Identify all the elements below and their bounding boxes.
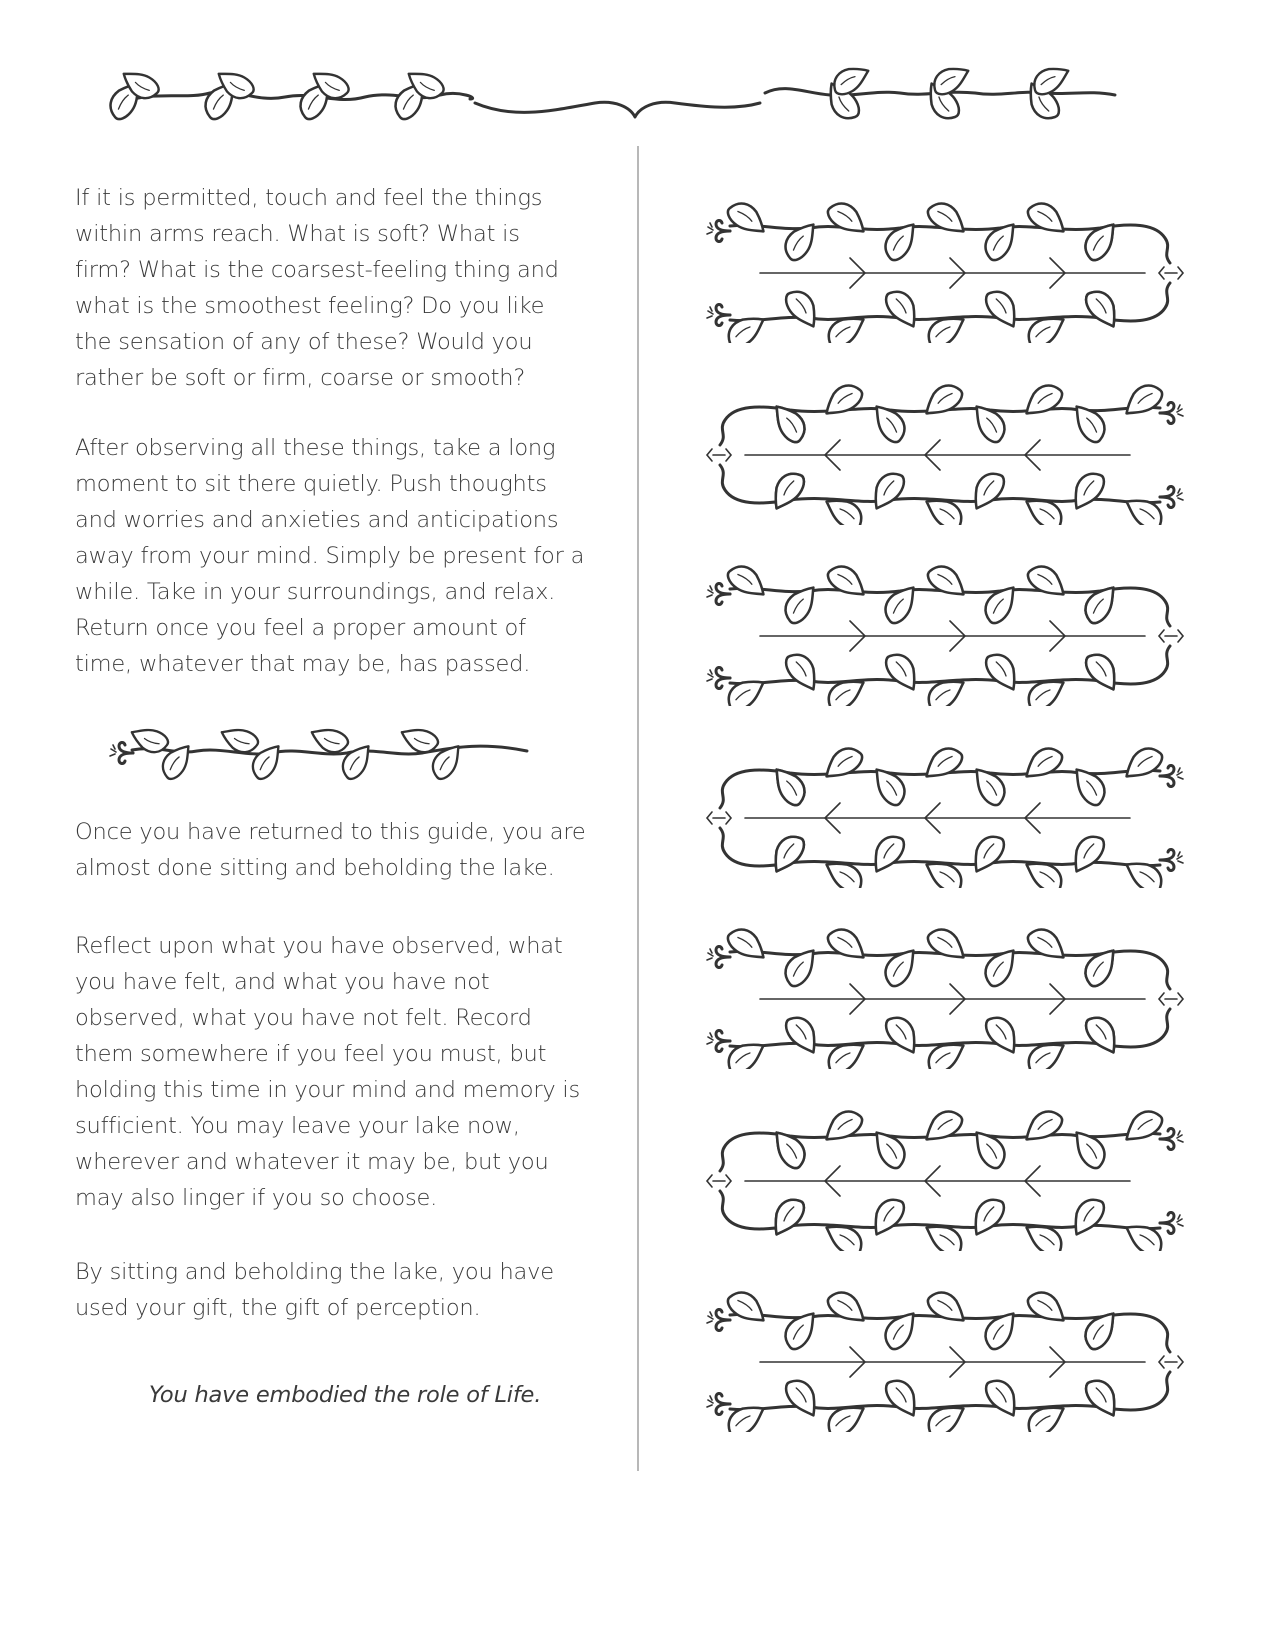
leaf-icon <box>966 830 1009 877</box>
leaf-icon <box>1119 742 1166 785</box>
leaf-icon <box>768 762 811 809</box>
leaf-icon <box>968 399 1011 446</box>
leaf-icon <box>981 1011 1024 1058</box>
leaf-icon <box>979 1306 1022 1353</box>
vine-panel-5 <box>700 909 1190 1069</box>
vine-panel-3 <box>700 546 1190 706</box>
leaf-icon <box>1081 1374 1124 1421</box>
paragraph-reflect: Reflect upon what you have observed, what you have felt, and what you have not observed, what you have not felt. Record them somewhere if you feel you must, but holding this time in your mind and memory is sufficient. You may leave your lake now, wherever and whatever it may be, but you may also linger if you so choose. <box>75 933 581 1211</box>
header-vine-ornament <box>95 55 1180 145</box>
leaf-icon <box>1022 309 1069 343</box>
curl-icon <box>707 304 730 325</box>
leaf-icon <box>724 197 771 240</box>
curl-icon <box>707 1030 730 1051</box>
leaf-icon <box>968 1125 1011 1172</box>
leaf-icon <box>766 830 809 877</box>
leaf-icon <box>866 467 909 514</box>
leaf-icon <box>922 1398 969 1432</box>
curl-icon <box>1160 765 1183 786</box>
bracket-ornament-icon <box>1159 993 1183 1005</box>
leaf-icon <box>1066 467 1109 514</box>
leaf-icon <box>981 285 1024 332</box>
leaf-icon <box>824 923 871 966</box>
leaf-icon <box>1081 1011 1124 1058</box>
leaf-icon <box>1024 923 1071 966</box>
curl-icon <box>707 1393 730 1414</box>
vine-panel-6 <box>700 1091 1190 1251</box>
leaf-icon <box>1066 1193 1109 1240</box>
bracket-ornament-icon <box>707 812 731 824</box>
leaf-icon <box>724 923 771 966</box>
paragraph-return: Once you have returned to this guide, you are almost done sitting and beholding the lake. <box>75 819 586 881</box>
leaf-icon <box>881 648 924 695</box>
leaf-icon <box>766 467 809 514</box>
leaf-icon <box>1079 943 1122 990</box>
leaf-icon <box>879 943 922 990</box>
curl-icon <box>1160 1212 1183 1233</box>
leaf-icon <box>922 309 969 343</box>
leaf-icon <box>1019 379 1066 422</box>
curl-icon <box>707 946 730 967</box>
leaf-icon <box>919 1105 966 1148</box>
leaf-icon <box>921 853 968 887</box>
leaf-icon <box>979 580 1022 627</box>
leaf-icon <box>868 399 911 446</box>
leaf-icon <box>881 285 924 332</box>
curl-icon <box>1160 1128 1183 1149</box>
leaf-icon <box>781 285 824 332</box>
leaf-icon <box>922 672 969 706</box>
paragraph-gift: By sitting and beholding the lake, you have used your gift, the gift of perception. <box>75 1259 554 1321</box>
leaf-icon <box>1079 217 1122 264</box>
bracket-ornament-icon <box>1159 1356 1183 1368</box>
vine-divider-ornament <box>97 715 557 795</box>
leaf-icon <box>821 490 868 524</box>
leaf-icon <box>1022 672 1069 706</box>
column-divider <box>637 146 639 1471</box>
bracket-ornament-icon <box>1159 630 1183 642</box>
bracket-ornament-icon <box>707 449 731 461</box>
leaf-icon <box>779 580 822 627</box>
leaf-icon <box>966 1193 1009 1240</box>
leaf-icon <box>921 490 968 524</box>
leaf-icon <box>821 853 868 887</box>
leaf-icon <box>981 648 1024 695</box>
leaf-icon <box>724 560 771 603</box>
leaf-icon <box>781 648 824 695</box>
curl-icon <box>707 583 730 604</box>
leaf-icon <box>821 1216 868 1250</box>
leaf-icon <box>1021 490 1068 524</box>
leaf-icon <box>981 1374 1024 1421</box>
leaf-icon <box>1021 853 1068 887</box>
vine-panel-2 <box>700 365 1190 525</box>
leaf-icon <box>879 1306 922 1353</box>
leaf-icon <box>868 762 911 809</box>
leaf-icon <box>824 197 871 240</box>
leaf-icon <box>822 672 869 706</box>
leaf-icon <box>824 560 871 603</box>
curl-icon <box>707 667 730 688</box>
leaf-icon <box>1081 285 1124 332</box>
curl-icon <box>707 1309 730 1330</box>
curl-icon <box>110 742 133 763</box>
leaf-icon <box>822 309 869 343</box>
leaf-icon <box>968 762 1011 809</box>
leaf-icon <box>128 723 171 756</box>
leaf-icon <box>922 1035 969 1069</box>
leaf-icon <box>879 217 922 264</box>
leaf-icon <box>768 1125 811 1172</box>
vine-panel-7 <box>700 1272 1190 1432</box>
bracket-ornament-icon <box>707 1175 731 1187</box>
leaf-icon <box>779 943 822 990</box>
leaf-icon <box>1019 742 1066 785</box>
leaf-icon <box>779 1306 822 1353</box>
leaf-icon <box>1024 560 1071 603</box>
leaf-icon <box>819 1105 866 1148</box>
leaf-icon <box>1019 1105 1066 1148</box>
leaf-icon <box>868 1125 911 1172</box>
leaf-icon <box>919 379 966 422</box>
leaf-icon <box>766 1193 809 1240</box>
leaf-icon <box>822 1398 869 1432</box>
leaf-icon <box>979 943 1022 990</box>
leaf-icon <box>1081 648 1124 695</box>
leaf-icon <box>924 1286 971 1329</box>
leaf-icon <box>1066 830 1109 877</box>
leaf-icon <box>979 217 1022 264</box>
leaf-icon <box>866 1193 909 1240</box>
leaf-icon <box>879 580 922 627</box>
leaf-icon <box>1022 1035 1069 1069</box>
leaf-icon <box>724 1286 771 1329</box>
leaf-icon <box>1021 1216 1068 1250</box>
leaf-icon <box>1079 580 1122 627</box>
leaf-icon <box>781 1011 824 1058</box>
leaf-icon <box>1119 379 1166 422</box>
leaf-icon <box>966 467 1009 514</box>
leaf-icon <box>768 399 811 446</box>
closing-line: You have embodied the role of Life. <box>148 1382 542 1408</box>
leaf-icon <box>819 742 866 785</box>
leaf-icon <box>924 560 971 603</box>
leaf-icon <box>819 379 866 422</box>
vine-panel-4 <box>700 728 1190 888</box>
leaf-icon <box>781 1374 824 1421</box>
leaf-icon <box>824 1286 871 1329</box>
leaf-icon <box>919 742 966 785</box>
leaf-icon <box>1119 1105 1166 1148</box>
leaf-icon <box>1068 399 1111 446</box>
leaf-icon <box>822 1035 869 1069</box>
leaf-icon <box>924 923 971 966</box>
curl-icon <box>707 220 730 241</box>
leaf-icon <box>881 1374 924 1421</box>
paragraph-observe: After observing all these things, take a long moment to sit there quietly. Push thoughts and worries and anxieties and anticipations away from your mind. Simply be present for a while. Take in your surroundings, and relax. Return once you feel a proper amount of time, whatever that may be, has passed. <box>75 435 585 677</box>
leaf-icon <box>881 1011 924 1058</box>
paragraph-touch: If it is permitted, touch and feel the things within arms reach. What is soft? What is firm? What is the coarsest-feeling thing and what is the smoothest feeling? Do you like the sensation of any of these? Would you rather be soft or firm, coarse or smooth? <box>75 185 559 391</box>
leaf-icon <box>1022 1398 1069 1432</box>
vine-panel-1 <box>700 183 1190 343</box>
leaf-icon <box>1024 1286 1071 1329</box>
leaf-icon <box>866 830 909 877</box>
leaf-icon <box>1024 197 1071 240</box>
leaf-icon <box>1079 1306 1122 1353</box>
leaf-icon <box>921 1216 968 1250</box>
leaf-icon <box>779 217 822 264</box>
curl-icon <box>1160 849 1183 870</box>
bracket-ornament-icon <box>1159 267 1183 279</box>
leaf-icon <box>924 197 971 240</box>
curl-icon <box>1160 402 1183 423</box>
leaf-icon <box>1068 1125 1111 1172</box>
curl-icon <box>1160 486 1183 507</box>
leaf-icon <box>1068 762 1111 809</box>
